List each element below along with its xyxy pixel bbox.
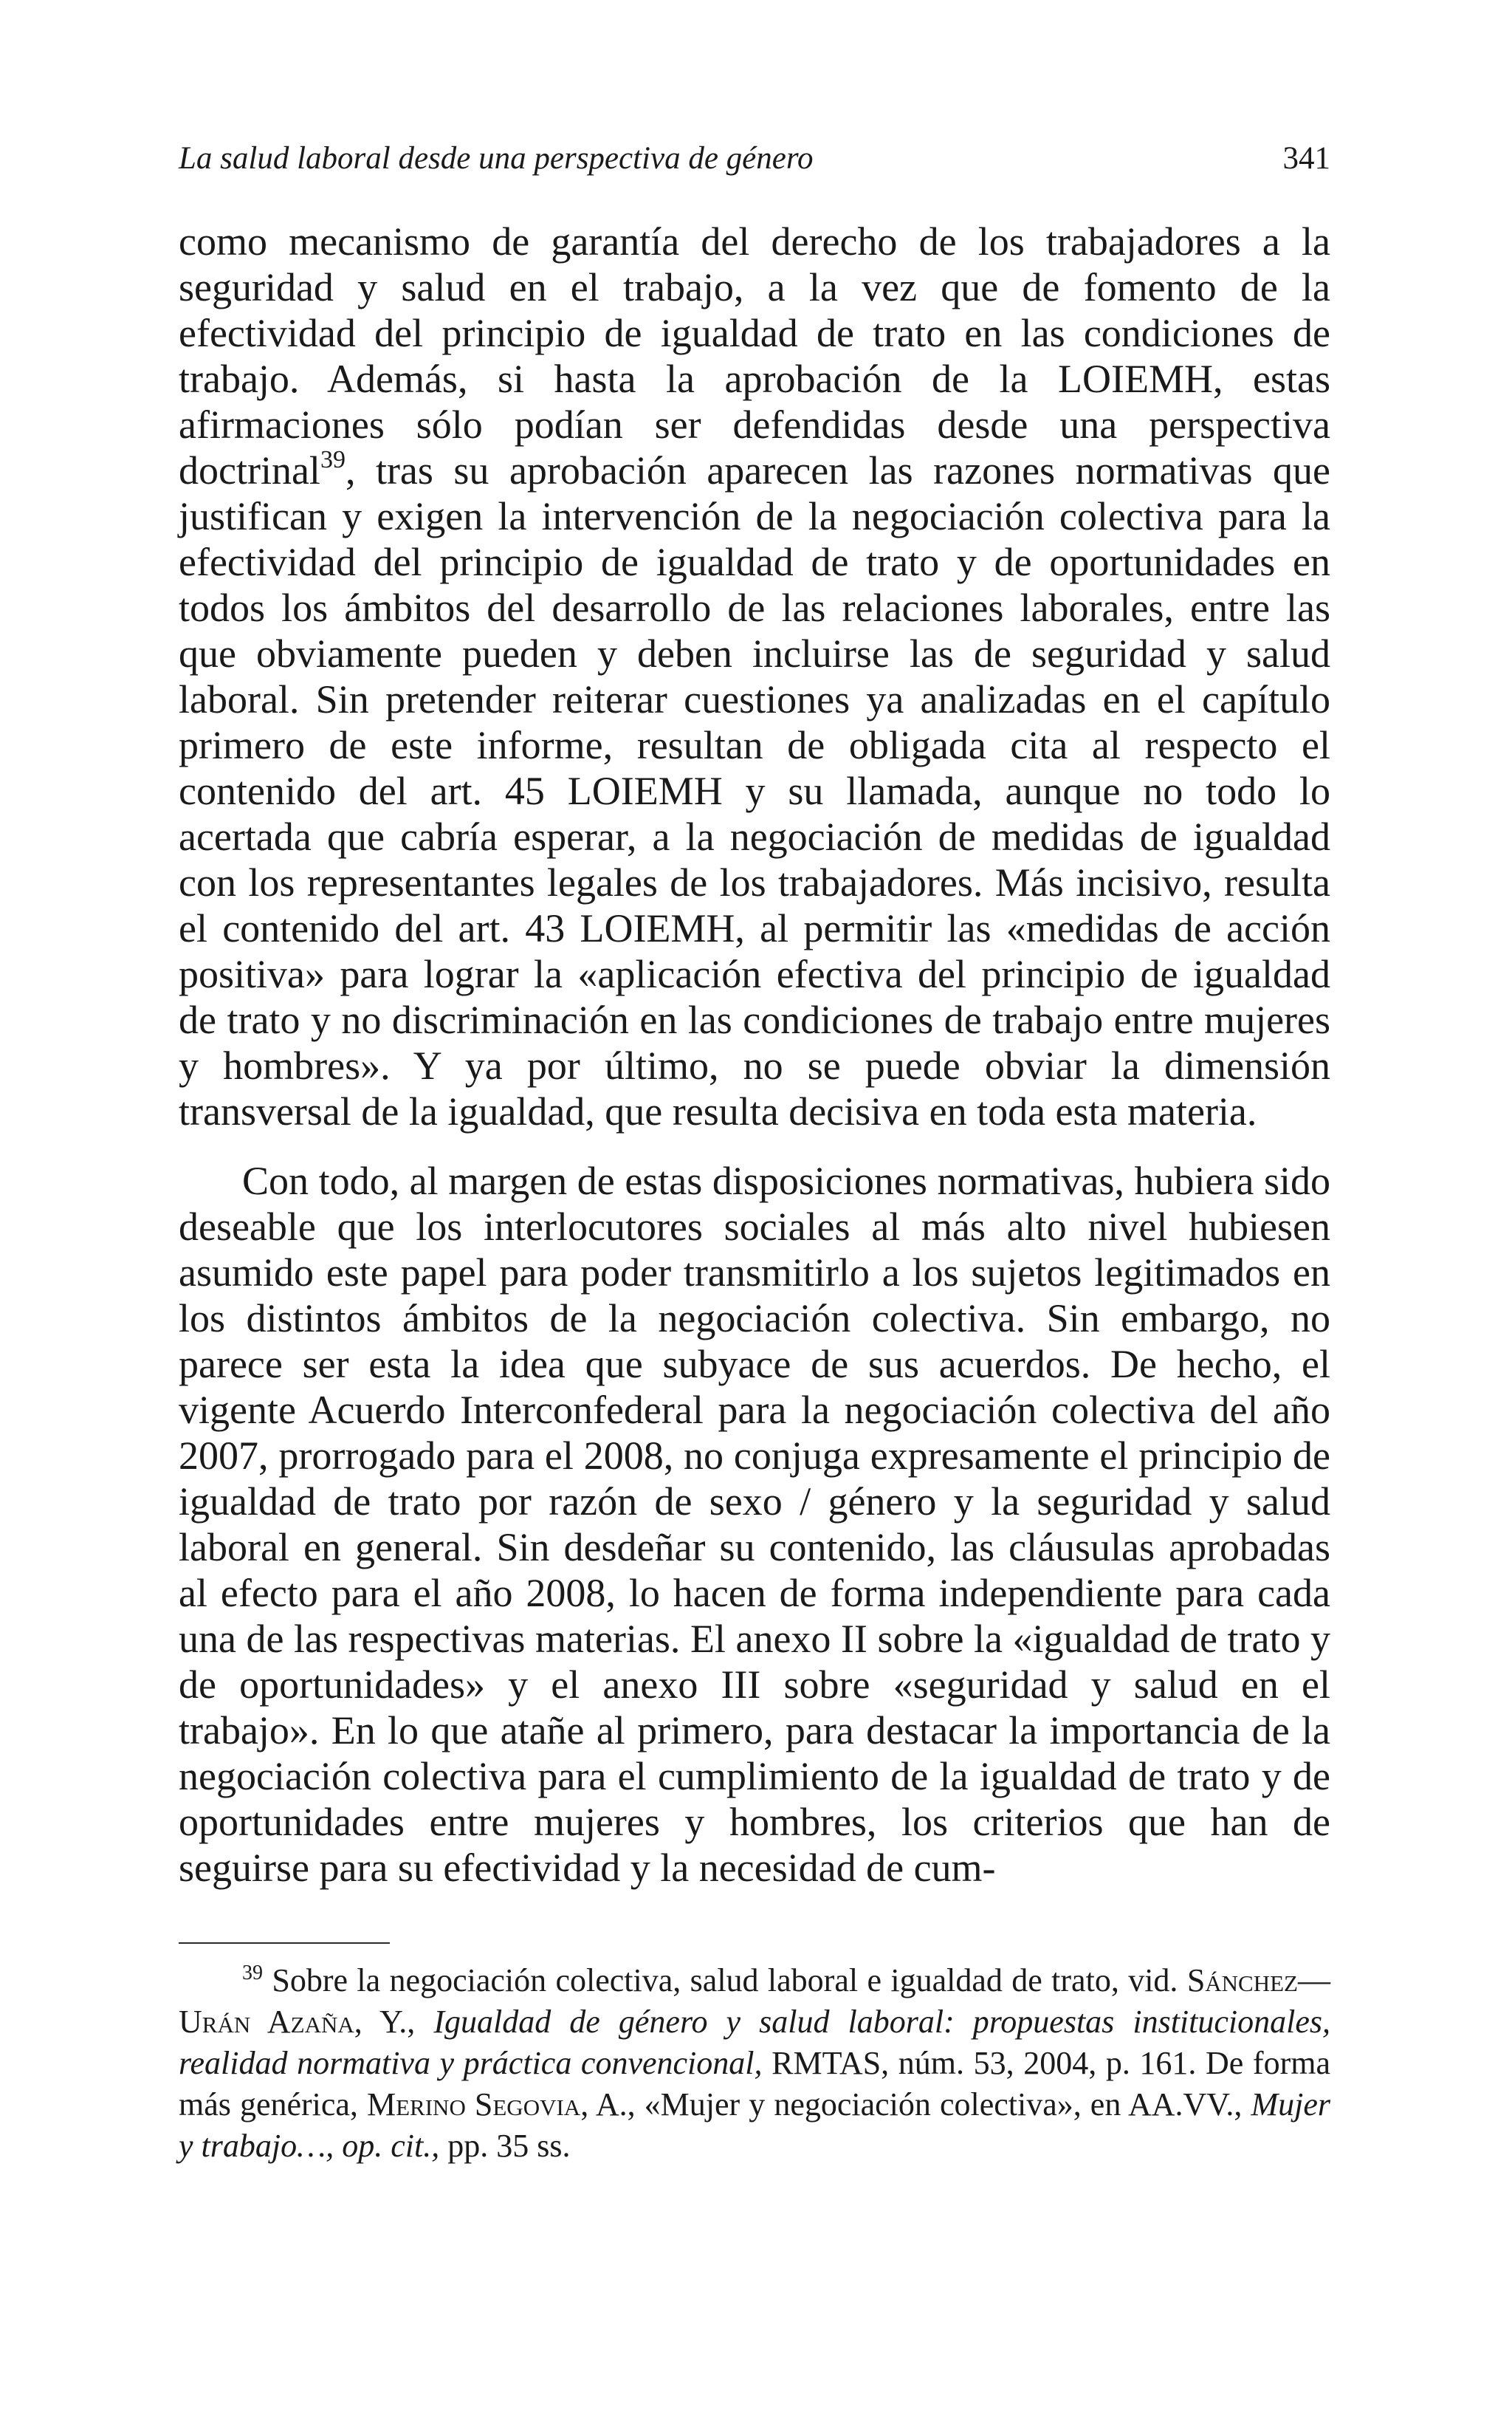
main-text (179, 219, 1330, 1891)
footnote-title-1: Igualdad de género y salud laboral: propuestas institucionales, realidad normativa y práctica convencional, (179, 2004, 1331, 2081)
footnote-text: , Y., (354, 2004, 434, 2040)
footnote-reference-39[interactable]: 39 (320, 446, 346, 473)
footnote-author-2: Merino Segovia (367, 2086, 581, 2123)
running-header (179, 137, 1330, 180)
footnote-mark: 39 (242, 1962, 263, 1984)
footnote-author-1: Sánchez—Urán Azaña (179, 1962, 1330, 2040)
footnote-text: , A., «Mujer y negociación colectiva», en AA.VV., (580, 2086, 1251, 2123)
page-number: 341 (1282, 141, 1330, 176)
footnote-text: Sobre la negociación colectiva, salud laboral e igualdad de trato, vid. (263, 1962, 1187, 1998)
footnote-text: RMTAS, núm. 53, 2004, p. 161. De forma más genérica, (179, 2045, 1330, 2123)
footnote-text: pp. 35 ss. (439, 2128, 571, 2164)
paragraph-1 (179, 219, 1330, 1134)
footnote-separator (179, 1942, 390, 1944)
paragraph-1-part-a: como mecanismo de garantía del derecho de los trabajadores a la seguridad y salud en el trabajo, a la vez que de fomento de la efectividad del principio de igualdad de trato en las condiciones de trabajo. Además, si hasta la aprobación de la LOIEMH, estas afirmaciones sólo podían ser defendidas desde una perspectiva doctrinal (179, 219, 1330, 493)
footnote-39 (179, 1960, 1330, 2167)
paragraph-1-part-b: , tras su aprobación aparecen las razones normativas que justifican y exigen la intervención de la negociación colectiva para la efectividad del principio de igualdad de trato y de oportunidades en todos los ámbitos del desarrollo de las relaciones laborales, entre las que obviamente pueden y deben incluirse las de seguridad y salud laboral. Sin pretender reiterar cuestiones ya analizadas en el capítulo primero de este informe, resultan de obligada cita al respecto el contenido del art. 45 LOIEMH y su llamada, aunque no todo lo acertada que cabría esperar, a la negociación de medidas de igualdad con los representantes legales de los trabajadores. Más incisivo, resulta el contenido del art. 43 LOIEMH, al permitir las «medidas de acción positiva» para lograr la «aplicación efectiva del principio de igualdad de trato y no discriminación en las condiciones de trabajo entre mujeres y hombres». Y ya por último, no se puede obviar la dimensión transversal de la igualdad, que resulta decisiva en toda esta materia. (179, 448, 1330, 1134)
footnote-title-2: Mujer y trabajo…, op. cit., (179, 2086, 1330, 2164)
running-title: La salud laboral desde una perspectiva de género (179, 141, 814, 176)
paragraph-2: Con todo, al margen de estas disposiciones normativas, hubiera sido deseable que los interlocutores sociales al más alto nivel hubiesen asumido este papel para poder transmitirlo a los sujetos legitimados en los distintos ámbitos de la negociación colectiva. Sin embargo, no parece ser esta la idea que subyace de sus acuerdos. De hecho, el vigente Acuerdo Interconfederal para la negociación colectiva del año 2007, prorrogado para el 2008, no conjuga expresamente el principio de igualdad de trato por razón de sexo / género y la seguridad y salud laboral en general. Sin desdeñar su contenido, las cláusulas aprobadas al efecto para el año 2008, lo hacen de forma independiente para cada una de las respectivas materias. El anexo II sobre la «igualdad de trato y de oportunidades» y el anexo III sobre «seguridad y salud en el trabajo». En lo que atañe al primero, para destacar la importancia de la negociación colectiva para el cumplimiento de la igualdad de trato y de oportunidades entre mujeres y hombres, los criterios que han de seguirse para su efectividad y la necesidad de cum- (179, 1159, 1330, 1890)
